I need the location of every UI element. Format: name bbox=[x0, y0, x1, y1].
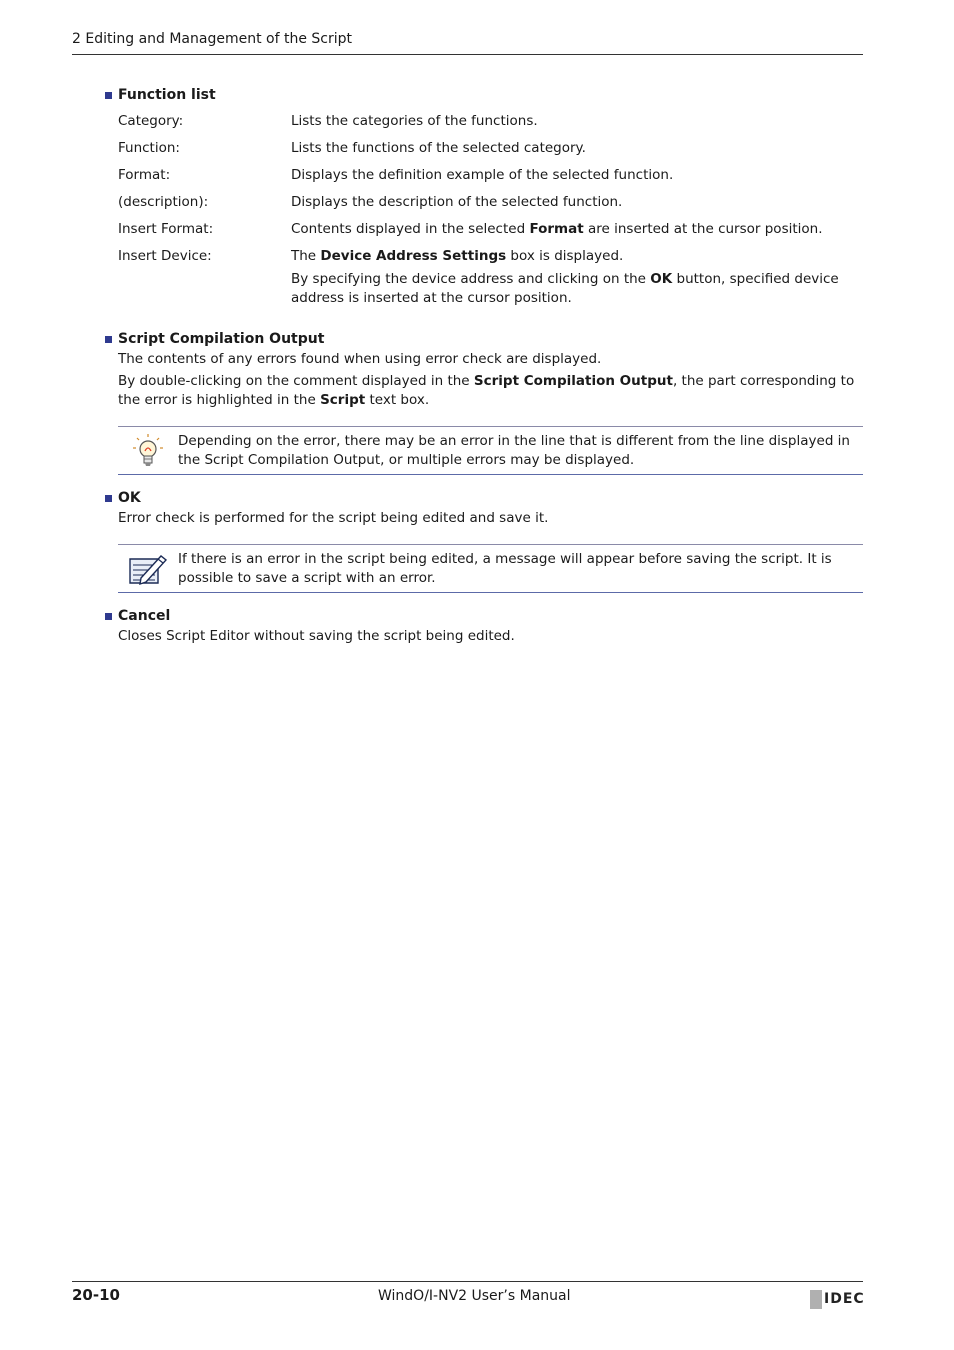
notepad-pencil-icon bbox=[118, 550, 178, 588]
logo-text: IDEC bbox=[824, 1291, 865, 1307]
definition-term: Function: bbox=[118, 140, 180, 156]
definition-term: Format: bbox=[118, 167, 171, 183]
definition-row-insert-format bbox=[118, 220, 863, 247]
definition-desc: Displays the description of the selected function. bbox=[291, 194, 623, 210]
text-run: text box. bbox=[365, 392, 430, 408]
text-run: , the part corresponding to the error is highlighted in the bbox=[118, 373, 855, 408]
bold-text-run: Script bbox=[320, 392, 366, 408]
text-run: Contents displayed in the selected bbox=[291, 221, 530, 237]
text-run: By specifying the device address and clicking on the bbox=[291, 271, 651, 287]
definition-term: Insert Device: bbox=[118, 248, 212, 264]
idec-logo bbox=[810, 1290, 865, 1309]
ok-section bbox=[105, 487, 863, 593]
definition-term: Insert Format: bbox=[118, 221, 214, 237]
cancel-heading bbox=[105, 605, 863, 627]
bold-text-run: OK bbox=[650, 271, 673, 287]
definition-desc bbox=[291, 220, 863, 247]
function-list-table bbox=[118, 112, 863, 316]
definition-row bbox=[118, 166, 863, 193]
definition-desc: Lists the functions of the selected category. bbox=[291, 140, 586, 156]
logo-bar-icon bbox=[810, 1290, 822, 1309]
cancel-title: Cancel bbox=[118, 607, 171, 624]
paragraph: The contents of any errors found when using error check are displayed. bbox=[118, 351, 602, 367]
page-content bbox=[105, 84, 863, 658]
text-run: box is displayed. bbox=[506, 248, 624, 264]
paragraph bbox=[118, 372, 863, 410]
script-output-section bbox=[105, 328, 863, 475]
page-number: 20-10 bbox=[72, 1286, 120, 1304]
ok-title: OK bbox=[118, 489, 141, 506]
square-bullet-icon bbox=[105, 336, 112, 343]
definition-desc: Lists the categories of the functions. bbox=[291, 113, 538, 129]
definition-row-insert-device bbox=[118, 247, 863, 316]
cancel-section bbox=[105, 605, 863, 646]
square-bullet-icon bbox=[105, 613, 112, 620]
ok-heading bbox=[105, 487, 863, 509]
bold-text-run: Script Compilation Output bbox=[473, 373, 673, 389]
text-run: The bbox=[291, 248, 321, 264]
running-header: 2 Editing and Management of the Script bbox=[72, 31, 353, 47]
script-output-title: Script Compilation Output bbox=[118, 330, 325, 347]
definition-desc: Displays the definition example of the selected function. bbox=[291, 167, 674, 183]
manual-title: WindO/I-NV2 User’s Manual bbox=[378, 1288, 571, 1304]
footer-divider bbox=[72, 1281, 863, 1282]
text-run: button, specified device address is inserted at the cursor position. bbox=[291, 271, 839, 306]
definition-term: Category: bbox=[118, 113, 184, 129]
cancel-body bbox=[118, 627, 863, 646]
definition-row bbox=[118, 193, 863, 220]
function-list-heading bbox=[105, 84, 863, 106]
memo-note-text: If there is an error in the script being edited, a message will appear before saving the script. It is possible to save a script with an error. bbox=[178, 551, 832, 586]
tip-note-text: Depending on the error, there may be an error in the line that is different from the line displayed in the Script Compilation Output, or multiple errors may be displayed. bbox=[178, 433, 850, 468]
bold-text-run: Device Address Settings bbox=[320, 248, 507, 264]
square-bullet-icon bbox=[105, 92, 112, 99]
memo-note bbox=[118, 544, 863, 593]
text-run: are inserted at the cursor position. bbox=[583, 221, 823, 237]
definition-desc bbox=[291, 247, 863, 316]
lightbulb-icon bbox=[118, 432, 178, 470]
function-list-title: Function list bbox=[118, 86, 216, 103]
definition-row bbox=[118, 112, 863, 139]
paragraph: Closes Script Editor without saving the script being edited. bbox=[118, 628, 515, 644]
header-divider bbox=[72, 54, 863, 55]
definition-term: (description): bbox=[118, 194, 209, 210]
text-run: By double-clicking on the comment displayed in the bbox=[118, 373, 474, 389]
desc-line bbox=[291, 270, 863, 308]
script-output-body bbox=[118, 350, 863, 410]
definition-row bbox=[118, 139, 863, 166]
script-output-heading bbox=[105, 328, 863, 350]
ok-body bbox=[118, 509, 863, 528]
function-list-section bbox=[105, 84, 863, 316]
bold-text-run: Format bbox=[529, 221, 584, 237]
desc-line bbox=[291, 247, 863, 266]
square-bullet-icon bbox=[105, 495, 112, 502]
tip-note bbox=[118, 426, 863, 475]
paragraph: Error check is performed for the script being edited and save it. bbox=[118, 510, 549, 526]
